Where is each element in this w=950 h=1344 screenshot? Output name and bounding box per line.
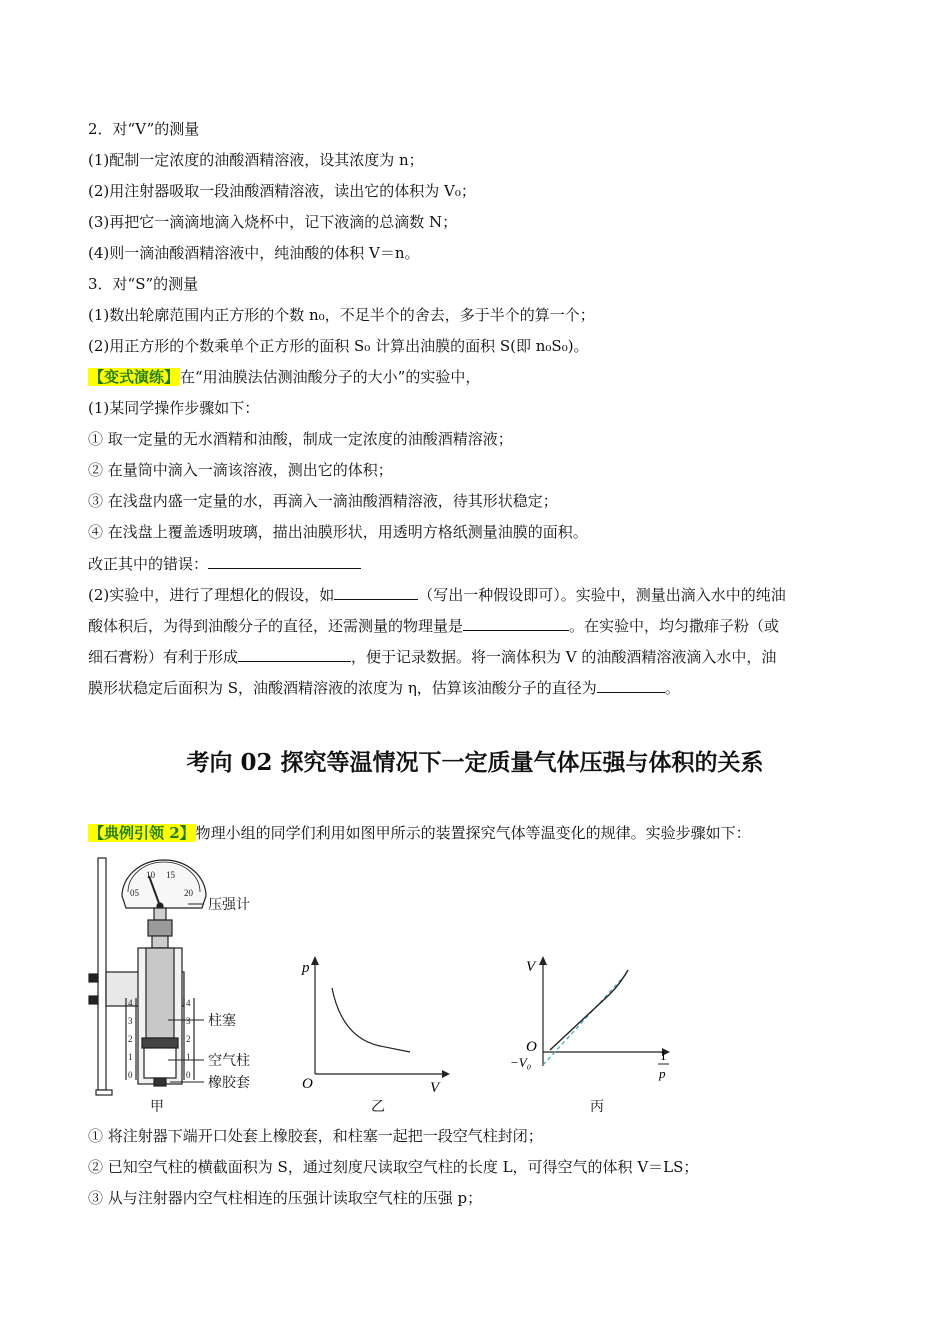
q2-text: （写出一种假设即可）。实验中，测量出滴入水中的纯油 [418,586,786,604]
q2-text: 酸体积后，为得到油酸分子的直径，还需测量的物理量是 [88,617,464,635]
section-v-item: (3)再把它一滴滴地滴入烧杯中，记下液滴的总滴数 N； [88,213,458,231]
section-s-item: (2)用正方形的个数乘单个正方形的面积 S₀ 计算出油膜的面积 S(即 n₀S₀)。 [88,337,589,355]
exercise-step: ③ 在浅盘内盛一定量的水，再滴入一滴油酸酒精溶液，待其形状稳定； [88,492,558,510]
example-step: ③ 从与注射器内空气柱相连的压强计读取空气柱的压强 p； [88,1189,483,1207]
example-intro: 物理小组的同学们利用如图甲所示的装置探究气体等温变化的规律。实验步骤如下： [195,824,751,842]
q2-text: 。 [664,679,680,697]
exercise-step: ① 取一定量的无水酒精和油酸，制成一定浓度的油酸酒精溶液； [88,430,513,448]
graph-p-vs-v [301,956,450,1096]
scale-number: 3 [128,1016,133,1026]
q2-text: 。在实验中，均匀撒痱子粉（或 [569,617,780,635]
example-step: ① 将注射器下端开口处套上橡胶套，和柱塞一起把一段空气柱封闭； [88,1127,543,1145]
exercise-tag: 【变式演练】 [89,368,180,386]
gauge-tick: 20 [184,888,193,898]
scale-number: 3 [186,1016,191,1026]
exercise-q2-line [88,615,779,636]
experiment-figure [80,848,680,1120]
section-v-item: (4)则一滴油酸酒精溶液中，纯油酸的体积 V＝n。 [88,244,420,262]
exercise-q1: (1)某同学操作步骤如下： [88,399,260,417]
caption-jia: 甲 [150,1099,164,1115]
graph-c-intercept: −V₀ [510,1055,532,1070]
exercise-step: ② 在量筒中滴入一滴该溶液，测出它的体积； [88,461,393,479]
graph-v-vs-inv-p [510,956,670,1081]
graph-b-xlabel: V [430,1080,440,1096]
scale-number: 2 [128,1034,133,1044]
exercise-intro-line [88,367,480,387]
scale-number: 4 [186,998,191,1008]
exercise-intro: 在“用油膜法估测油酸分子的大小”的实验中， [180,368,481,386]
answer-blank[interactable] [208,553,361,569]
exercise-fix-label: 改正其中的错误： [88,555,209,573]
exercise-fix-line [88,553,361,574]
graph-b-origin: O [302,1076,313,1092]
exercise-q2-line [88,646,776,667]
exercise-q2-line [88,584,786,605]
graph-c-xlabel-den: p [659,1066,666,1081]
q2-text: ，便于记录数据。将一滴体积为 V 的油酸酒精溶液滴入水中，油 [351,648,777,666]
graph-c-ylabel: V [526,959,536,975]
scale-number: 0 [186,1070,191,1080]
q2-text: 细石膏粉）有利于形成 [88,648,239,666]
graph-c-xlabel-num: 1 [660,1048,667,1063]
graph-b-ylabel: p [302,960,310,976]
answer-blank[interactable] [463,615,569,631]
gauge-tick: 15 [166,870,175,880]
q2-text: (2)实验中，进行了理想化的假设，如 [88,586,335,604]
scale-number: 4 [128,998,133,1008]
example-step: ② 已知空气柱的横截面积为 S，通过刻度尺读取空气柱的长度 L，可得空气的体积 V＝LS； [88,1158,699,1176]
section-v-item: (1)配制一定浓度的油酸酒精溶液，设其浓度为 n； [88,151,424,169]
scale-number: 1 [186,1052,191,1062]
scale-number: 1 [128,1052,133,1062]
exercise-step: ④ 在浅盘上覆盖透明玻璃，描出油膜形状，用透明方格纸测量油膜的面积。 [88,523,588,541]
section-v-title: 2．对“V”的测量 [88,120,200,138]
answer-blank[interactable] [334,584,418,600]
label-plunger: 柱塞 [208,1014,236,1029]
caption-yi: 乙 [371,1099,385,1115]
caption-bing: 丙 [590,1099,604,1115]
graph-c-origin: O [526,1039,537,1055]
label-air-column: 空气柱 [208,1054,250,1069]
gauge-tick: 10 [146,870,155,880]
example-tag: 【典例引领 2】 [89,824,195,842]
section-s-item: (1)数出轮廓范围内正方形的个数 n₀，不足半个的舍去，多于半个的算一个； [88,306,595,324]
example-intro-line [88,823,751,843]
scale-number: 2 [186,1034,191,1044]
answer-blank[interactable] [238,646,351,662]
answer-blank[interactable] [597,677,665,693]
section-v-item: (2)用注射器吸取一段油酸酒精溶液，读出它的体积为 V₀； [88,182,476,200]
section-heading: 考向 02 探究等温情况下一定质量气体压强与体积的关系 [186,749,764,776]
exercise-q2-line [88,677,680,698]
label-rubber-cap: 橡胶套 [208,1076,250,1091]
q2-text: 膜形状稳定后面积为 S，油酸酒精溶液的浓度为 η，估算该油酸分子的直径为 [88,679,597,697]
scale-number: 0 [128,1070,133,1080]
gauge-tick: 05 [130,888,139,898]
label-gauge: 压强计 [208,898,250,913]
section-s-title: 3．对“S”的测量 [88,275,199,293]
